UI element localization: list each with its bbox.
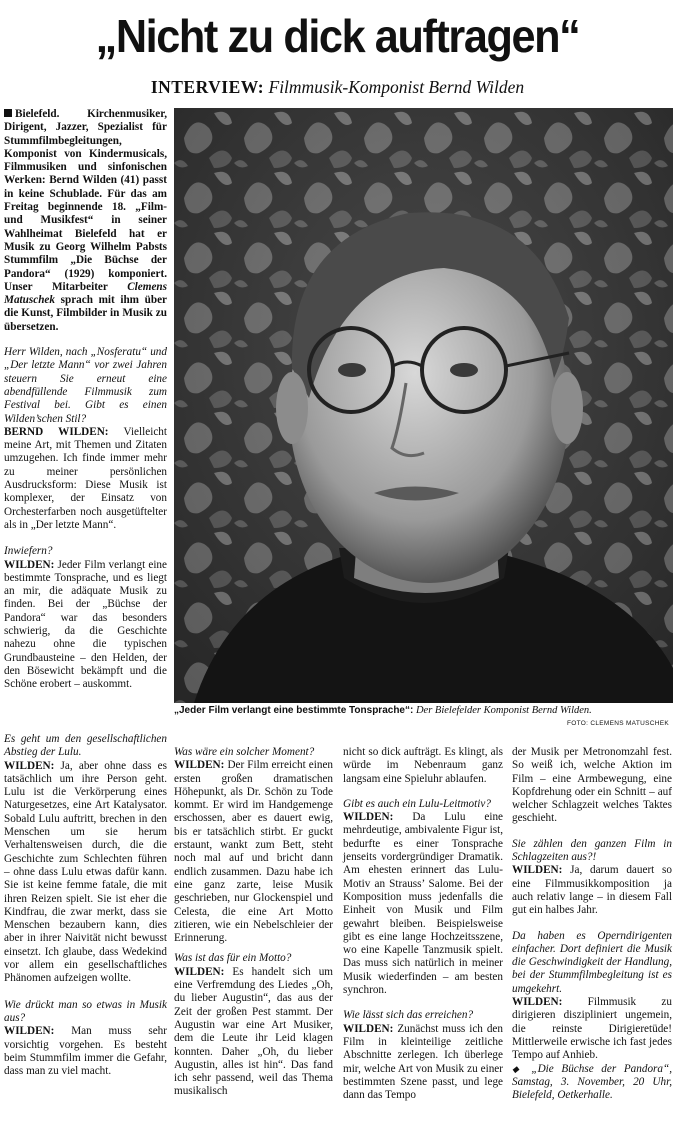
answer: WILDEN: Filmmusik zu dirigieren diszipliniert ungemein, die reinste Dirigieretüde! Mittlerweile erwische ich fast jedes Tempo auf Anhieb.	[512, 996, 672, 1062]
column-3	[343, 746, 503, 1102]
column-1	[4, 108, 167, 691]
caption-text: Der Bielefelder Komponist Bernd Wilden.	[413, 705, 592, 716]
answer: WILDEN: Da Lulu eine mehrdeutige, ambivalente Figur ist, bedurfte es einer Tonsprache jenseits vordergründiger Dramatik. Am ehesten erinnert das Lulu-Motiv an Strauss’ Salome. Bei der Komposition muss jedenfalls die Einheit von Musik und Film gewahrt bleiben. Beispielsweise gibt es eine lange Hochzeitsszene, wo eine Kapelle Tanzmusik spielt. Das muss sich natürlich in meiner Musik wiederfinden – am besten synchron.	[343, 811, 504, 997]
portrait-photo-illustration	[174, 108, 673, 703]
portrait-photo	[174, 108, 673, 703]
headline: „Nicht zu dick auftragen“	[95, 10, 580, 62]
answer: WILDEN: Man muss sehr vorsichtig vorgehen. Es besteht beim Stummfilm immer die Gefahr, dass man zu viel macht.	[4, 1025, 167, 1078]
question: Sie zählen den ganzen Film in Schlagzeiten aus?!	[512, 837, 672, 864]
speaker-label: WILDEN:	[4, 759, 55, 772]
caption-bold: „Jeder Film verlangt eine bestimmte Tonsprache“:	[174, 705, 414, 716]
photo-credit: FOTO: CLEMENS MATUSCHEK	[566, 720, 669, 727]
question: Es geht um den gesellschaftlichen Abstieg der Lulu.	[4, 733, 167, 759]
question: Gibt es auch ein Lulu-Leitmotiv?	[343, 797, 491, 810]
lead-paragraph: Bielefeld. Kirchenmusiker, Dirigent, Jazzer, Spezialist für Stummfilmbegleitungen, Komponist von Kindermusicals, Filmmusiken und sinfonischen Werken: Bernd Wilden (41) passt in keine Schublade. Für das am Freitag beginnende 18. „Film- und Musikfest“ in seiner Wahlheimat Bielefeld hat er Musik zu Georg Wilhelm Pabsts Stummfilm „Die Büchse der Pandora“ (1929) komponiert. Unser Mitarbeiter Clemens Matuschek sprach mit ihm über die Kunst, Filmbilder in Musik zu übersetzen.	[4, 108, 167, 333]
column-4	[512, 746, 672, 1102]
speaker-label: WILDEN:	[4, 1025, 55, 1038]
bullet-square-icon	[4, 109, 12, 117]
speaker-label: WILDEN:	[343, 811, 394, 824]
answer: WILDEN: Es handelt sich um eine Verfremdung des Liedes „Oh, du lieber Augustin“, das aus der Zeit der großen Pest stammt. Der Augustin war eine Art Musiker, dem die Leute ihr Leid klagen konnten. Daher „Oh, du lieber Augustin, alles ist hin“. Das fand ich sehr passend, weil das Thema musikalisch	[174, 965, 334, 1098]
speaker-label: WILDEN:	[174, 759, 225, 772]
column-2	[174, 746, 333, 1099]
photo-caption	[174, 704, 673, 717]
speaker-label: WILDEN:	[512, 864, 563, 877]
event-info: ◆ „Die Büchse der Pandora“, Samstag, 3. November, 20 Uhr, Bielefeld, Oetkerhalle.	[512, 1062, 673, 1102]
question: Wie lässt sich das erreichen?	[343, 1009, 474, 1022]
answer: WILDEN: Zunächst muss ich den Film in kleinteilige zeitliche Abschnitte zerlegen. Ich überlege mir, welche Art von Musik zu einer bestimmten Szene passt, und lege dann das Tempo	[343, 1022, 503, 1102]
answer: WILDEN: Der Film erreicht einen ersten großen dramatischen Höhepunkt, als Dr. Schön zu Tode kommt. Er wird im Handgemenge erschossen, aber es dauert ewig, bis er tatsächlich stirbt. Er guckt erstaunt, wankt zum Bett, steht noch mal auf und bricht dann endlich zusammen. Dazu habe ich eine ganz zarte, leise Musik geschrieben, nur Glockenspiel und Celesta, die eine Art Motto zitieren, wie ein Nebelschleier der Erinnerung.	[174, 759, 334, 945]
kicker-label: INTERVIEW:	[150, 77, 265, 97]
kicker-text: Filmmusik-Komponist Bernd Wilden	[268, 77, 525, 97]
speaker-label: WILDEN:	[343, 1022, 394, 1035]
answer: WILDEN: Jeder Film verlangt eine bestimmte Tonsprache, und es liegt an mir, die adäquate Musik zu finden. Bei der „Büchse der Pandora“ war das besonders schwierig, da die Geschichte nahezu ohne die typischen Grundbausteine – den Helden, der den Bösewicht bekämpft und die Schöne erobert – auskommt.	[4, 558, 167, 691]
speaker-label: WILDEN:	[512, 996, 563, 1009]
question: Wie drückt man so etwas in Musik aus?	[4, 998, 167, 1024]
answer: BERND WILDEN: Vielleicht meine Art, mit Themen und Zitaten umzugehen. Ich finde immer mehr zu meiner persönlichen Ausdrucksform: Diese Musik ist komplexer, der Einsatz von Orchesterfarben noch ausgetüftelter als in „Der letzte Mann“.	[4, 425, 167, 531]
answer: WILDEN: Ja, darum dauert so eine Filmmusikkomposition ja auch relativ lange – in diesem Fall gut ein halbes Jahr.	[512, 864, 672, 917]
answer: der Musik per Metronomzahl fest. So weiß ich, welche Aktion im Film – eine Armbewegung, eine Kopfdrehung oder ein Schnitt – auf welcher Schlagzeit welches Taktes geschieht.	[512, 746, 672, 825]
speaker-label: WILDEN:	[174, 965, 225, 978]
speaker-label: WILDEN:	[4, 558, 55, 571]
column-1-continued	[4, 733, 167, 1078]
question: Inwiefern?	[4, 545, 53, 558]
answer: nicht so dick aufträgt. Es klingt, als würde im Nebenraum ganz langsam eine Spieluhr ablaufen.	[343, 746, 503, 785]
lead-author: Clemens Matuschek	[4, 280, 167, 307]
question: Da haben es Operndirigenten einfacher. Dort definiert die Musik die Geschwindigkeit der Handlung, bei der Stummfilmbegleitung ist es umgekehrt.	[512, 929, 672, 995]
speaker-label: BERND WILDEN:	[4, 425, 109, 438]
question: Was ist das für ein Motto?	[174, 952, 292, 965]
kicker	[0, 76, 675, 98]
question: Herr Wilden, nach „Nosferatu“ und „Der letzte Mann“ vor zwei Jahren steuern Sie erneut eine abendfüllende Filmmusik zum Festival bei. Gibt es einen Wilden’schen Stil?	[4, 346, 167, 425]
diamond-icon: ◆	[512, 1063, 524, 1074]
answer: WILDEN: Ja, aber ohne dass es tatsächlich um ihre Person geht. Lulu ist die Verkörperung eines Naturgesetzes, eine Art Katalysator. Sobald Lulu auftritt, brechen in den Menschen um sie herum Verhaltensweisen durch, die die Geschichte zum Schlechten führen – ohne dass Lulu etwas dafür kann. Sie ist keine femme fatale, die mit ihren Reizen spielt. Sie ist eher die Kindfrau, die zwar merkt, dass sie Menschen bezaubern kann, dies aber in ihrer Naivität nicht bewusst einsetzt. Ich glaube, dass Wedekind vor allem ein gesellschaftliches Phänomen aufzeigen wollte.	[4, 759, 167, 985]
question: Was wäre ein solcher Moment?	[174, 746, 315, 758]
